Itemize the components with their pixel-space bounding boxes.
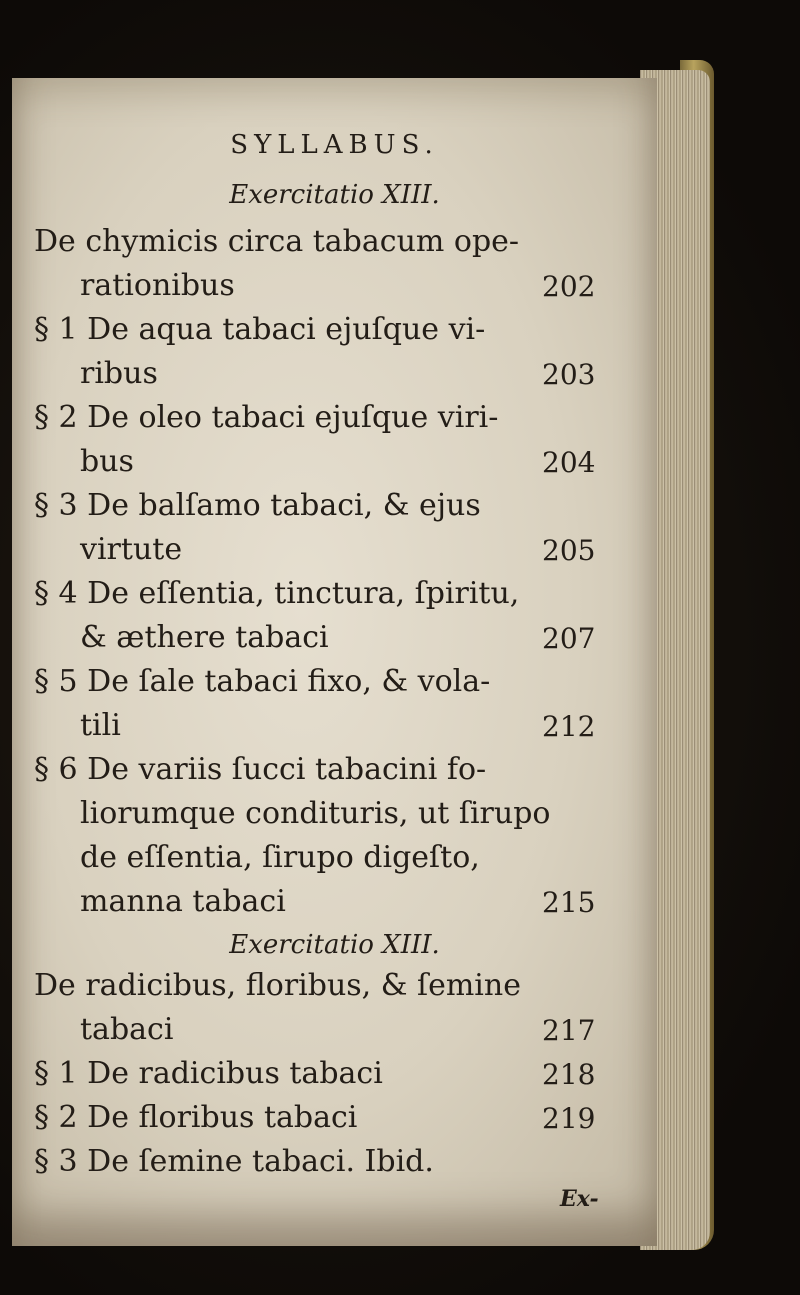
entry-line: § 3 De ſemine tabaci. Ibid.	[34, 1144, 434, 1179]
entry-line: § 4 De eſſentia, tinctura, ſpiritu,	[34, 576, 520, 611]
entry-line: § 2 De oleo tabaci ejuſque viri-	[34, 400, 499, 435]
page-number: 219	[542, 1102, 596, 1135]
entry-line: ribus	[80, 356, 158, 391]
page-number: 207	[542, 622, 596, 655]
entry-line: § 2 De floribus tabaci	[34, 1100, 358, 1135]
entry-line: § 1 De aqua tabaci ejuſque vi-	[34, 312, 486, 347]
entry-line: de eſſentia, ſirupo digeſto,	[80, 840, 480, 875]
entry-line: § 1 De radicibus tabaci	[34, 1056, 383, 1091]
section-heading: Exercitatio XIII.	[229, 930, 440, 960]
running-header: SYLLABUS.	[230, 130, 439, 160]
page-number: 217	[542, 1014, 596, 1047]
entry-line: rationibus	[80, 268, 235, 303]
section-heading: Exercitatio XIII.	[229, 180, 440, 210]
entry-line: De radicibus, floribus, & ſemine	[34, 968, 521, 1003]
catchword: Ex-	[560, 1186, 599, 1212]
page-number: 215	[542, 886, 596, 919]
page-number: 218	[542, 1058, 596, 1091]
entry-line: § 6 De variis ſucci tabacini fo-	[34, 752, 487, 787]
entry-line: § 3 De balſamo tabaci, & ejus	[34, 488, 481, 523]
page-number: 212	[542, 710, 596, 743]
book-page	[12, 78, 657, 1246]
entry-line: tabaci	[80, 1012, 174, 1047]
page-number: 204	[542, 446, 596, 479]
entry-line: & æthere tabaci	[80, 620, 329, 655]
entry-line: liorumque condituris, ut ſirupo	[80, 796, 551, 831]
page-text	[12, 78, 657, 1246]
entry-line: bus	[80, 444, 134, 479]
entry-line: De chymicis circa tabacum ope-	[34, 224, 520, 259]
entry-line: virtute	[80, 532, 183, 567]
page-number: 205	[542, 534, 596, 567]
page-number: 203	[542, 358, 596, 391]
entry-line: § 5 De ſale tabaci fixo, & vola-	[34, 664, 491, 699]
entry-line: tili	[80, 708, 121, 743]
page-number: 202	[542, 270, 596, 303]
entry-line: manna tabaci	[80, 884, 286, 919]
